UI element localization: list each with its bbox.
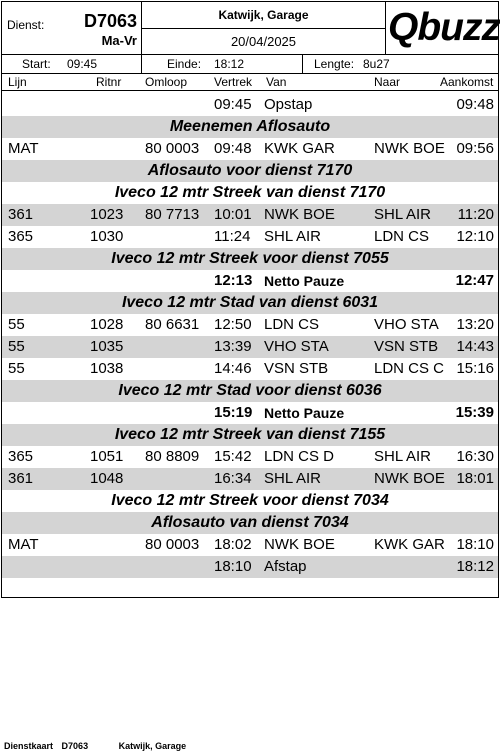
cell-vertrek: 14:46 bbox=[214, 360, 252, 377]
cell-aankomst: 12:47 bbox=[455, 272, 494, 289]
length-cell bbox=[303, 55, 498, 73]
trip-row bbox=[2, 314, 498, 336]
cell-vertrek: 09:45 bbox=[214, 96, 252, 113]
dienst-label: Dienst: bbox=[7, 18, 45, 32]
cell-aankomst: 09:56 bbox=[456, 140, 494, 157]
cell-van: NWK BOE bbox=[264, 536, 335, 553]
cell-naar: SHL AIR bbox=[374, 448, 431, 465]
col-naar: Naar bbox=[374, 75, 401, 89]
cell-vertrek: 13:39 bbox=[214, 338, 252, 355]
length-value: 8u27 bbox=[363, 57, 390, 71]
trip-row bbox=[2, 556, 498, 578]
card-header bbox=[2, 2, 498, 55]
cell-naar: NWK BOE bbox=[374, 140, 445, 157]
cell-van: Netto Pauze bbox=[264, 273, 345, 289]
col-omloop: Omloop bbox=[145, 75, 188, 89]
duty-card bbox=[1, 1, 499, 598]
trip-row bbox=[2, 534, 498, 556]
dienst-days: Ma-Vr bbox=[101, 33, 137, 48]
section-header: Aflosauto van dienst 7034 bbox=[2, 512, 498, 534]
cell-aankomst: 18:01 bbox=[456, 470, 494, 487]
cell-vertrek: 12:13 bbox=[214, 272, 253, 289]
dienst-cell bbox=[2, 2, 142, 54]
cell-vertrek: 10:01 bbox=[214, 206, 252, 223]
trip-row bbox=[2, 204, 498, 226]
cell-naar: LDN CS bbox=[374, 228, 430, 245]
cell-aankomst: 18:12 bbox=[456, 558, 494, 575]
cell-naar: SHL AIR bbox=[374, 206, 431, 223]
cell-aankomst: 15:39 bbox=[455, 404, 494, 421]
end-label: Einde: bbox=[167, 57, 202, 71]
cell-lijn: 55 bbox=[8, 338, 25, 355]
cell-van: Netto Pauze bbox=[264, 405, 345, 421]
cell-van: KWK GAR bbox=[264, 140, 335, 157]
footer-location: Katwijk, Garage bbox=[118, 741, 187, 751]
trip-row bbox=[2, 138, 498, 160]
section-header: Iveco 12 mtr Streek van dienst 7155 bbox=[2, 424, 498, 446]
cell-lijn: MAT bbox=[8, 536, 39, 553]
cell-lijn: 361 bbox=[8, 470, 34, 487]
dienst-code: D7063 bbox=[83, 11, 137, 31]
cell-naar: NWK BOE bbox=[374, 470, 445, 487]
pause-row bbox=[2, 402, 498, 424]
section-header: Iveco 12 mtr Streek voor dienst 7055 bbox=[2, 248, 498, 270]
cell-aankomst: 16:30 bbox=[456, 448, 494, 465]
cell-naar: VHO STA bbox=[374, 316, 439, 333]
times-row bbox=[2, 55, 498, 74]
start-cell bbox=[2, 55, 142, 73]
cell-vertrek: 11:24 bbox=[214, 228, 251, 245]
cell-aankomst: 11:20 bbox=[457, 206, 494, 223]
cell-lijn: 365 bbox=[8, 448, 34, 465]
cell-ritnr: 1023 bbox=[90, 206, 124, 223]
trip-row bbox=[2, 446, 498, 468]
start-time: 09:45 bbox=[67, 57, 98, 71]
cell-lijn: 55 bbox=[8, 316, 25, 333]
cell-ritnr: 1035 bbox=[90, 338, 124, 355]
section-header: Meenemen Aflosauto bbox=[2, 116, 498, 138]
section-header: Aflosauto voor dienst 7170 bbox=[2, 160, 498, 182]
footer-card-label: Dienstkaart bbox=[4, 741, 54, 751]
cell-naar: LDN CS C bbox=[374, 360, 445, 377]
cell-van: SHL AIR bbox=[264, 228, 321, 245]
cell-aankomst: 15:16 bbox=[456, 360, 494, 377]
trip-row bbox=[2, 94, 498, 116]
length-label: Lengte: bbox=[314, 57, 355, 71]
cell-vertrek: 09:48 bbox=[214, 140, 252, 157]
cell-omloop: 80 0003 bbox=[145, 140, 200, 157]
cell-van: Opstap bbox=[264, 96, 313, 113]
cell-ritnr: 1051 bbox=[90, 448, 124, 465]
section-header: Iveco 12 mtr Streek van dienst 7170 bbox=[114, 184, 386, 201]
cell-vertrek: 15:42 bbox=[214, 448, 252, 465]
cell-van: Afstap bbox=[264, 558, 307, 575]
trip-row bbox=[2, 336, 498, 358]
col-vertrek: Vertrek bbox=[214, 75, 253, 89]
section-header: Iveco 12 mtr Streek voor dienst 7034 bbox=[111, 492, 389, 509]
trip-row bbox=[2, 358, 498, 380]
cell-vertrek: 16:34 bbox=[214, 470, 252, 487]
cell-vertrek: 15:19 bbox=[214, 404, 253, 421]
cell-lijn: 55 bbox=[8, 360, 25, 377]
cell-vertrek: 18:02 bbox=[214, 536, 252, 553]
cell-naar: KWK GAR bbox=[374, 536, 445, 553]
trip-row bbox=[2, 226, 498, 248]
cell-van: LDN CS D bbox=[264, 448, 335, 465]
section-header: Iveco 12 mtr Stad voor dienst 6036 bbox=[2, 380, 498, 402]
pause-row bbox=[2, 270, 498, 292]
end-time: 18:12 bbox=[214, 57, 245, 71]
cell-omloop: 80 8809 bbox=[145, 448, 200, 465]
section-header: Iveco 12 mtr Stad van dienst 6031 bbox=[2, 292, 498, 314]
col-van: Van bbox=[266, 75, 287, 89]
cell-van: SHL AIR bbox=[264, 470, 321, 487]
cell-van: NWK BOE bbox=[264, 206, 335, 223]
cell-lijn: MAT bbox=[8, 140, 39, 157]
cell-omloop: 80 6631 bbox=[145, 316, 200, 333]
footer-card-code: D7063 bbox=[61, 741, 89, 751]
cell-aankomst: 12:10 bbox=[456, 228, 494, 245]
cell-ritnr: 1028 bbox=[90, 316, 124, 333]
cell-aankomst: 09:48 bbox=[456, 96, 494, 113]
col-ritnr: Ritnr bbox=[96, 75, 122, 89]
start-label: Start: bbox=[22, 57, 51, 71]
cell-omloop: 80 7713 bbox=[145, 206, 200, 223]
page-footer bbox=[4, 741, 214, 751]
cell-omloop: 80 0003 bbox=[145, 536, 200, 553]
cell-lijn: 361 bbox=[8, 206, 34, 223]
qbuzz-logo: Qbuzz bbox=[388, 6, 500, 49]
cell-vertrek: 18:10 bbox=[214, 558, 252, 575]
col-lijn: Lijn bbox=[8, 75, 27, 89]
cell-ritnr: 1030 bbox=[90, 228, 124, 245]
cell-aankomst: 18:10 bbox=[456, 536, 494, 553]
trip-row bbox=[2, 468, 498, 490]
cell-naar: VSN STB bbox=[374, 338, 439, 355]
location-label: Katwijk, Garage bbox=[142, 2, 385, 29]
cell-lijn: 365 bbox=[8, 228, 34, 245]
cell-ritnr: 1048 bbox=[90, 470, 124, 487]
location-cell bbox=[142, 2, 386, 54]
cell-aankomst: 14:43 bbox=[456, 338, 494, 355]
col-aankomst: Aankomst bbox=[440, 75, 494, 89]
cell-van: VHO STA bbox=[264, 338, 329, 355]
cell-van: VSN STB bbox=[264, 360, 329, 377]
schedule-rows bbox=[2, 94, 498, 578]
cell-van: LDN CS bbox=[264, 316, 320, 333]
cell-ritnr: 1038 bbox=[90, 360, 124, 377]
date-label: 20/04/2025 bbox=[230, 34, 297, 49]
end-cell bbox=[142, 55, 303, 73]
column-header-row bbox=[2, 74, 498, 91]
cell-vertrek: 12:50 bbox=[214, 316, 252, 333]
cell-aankomst: 13:20 bbox=[456, 316, 494, 333]
